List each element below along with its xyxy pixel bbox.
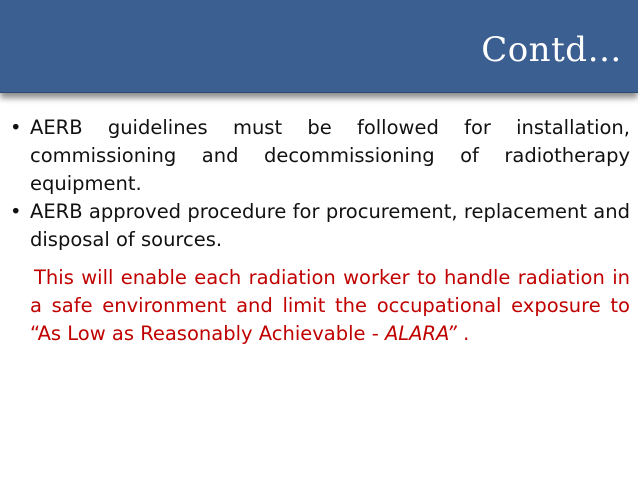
slide-content <box>10 114 630 348</box>
bullet-text: AERB guidelines must be followed for installation, commissioning and decommissioning of radiotherapy equipment. <box>30 116 630 195</box>
note-emphasis-text: ALARA” <box>384 322 457 345</box>
bullet-text: AERB approved procedure for procurement, replacement and disposal of sources. <box>30 200 630 251</box>
note-lead-text: This will enable each radiation worker to handle radiation in a safe environment and limit the occupational exposure to “As Low as Reasonably Achievable - <box>30 266 630 345</box>
bullet-item <box>10 198 630 254</box>
bullet-icon: • <box>10 116 22 139</box>
note-paragraph <box>10 264 630 348</box>
bullet-icon: • <box>10 200 22 223</box>
bullet-item <box>10 114 630 198</box>
bullet-list <box>10 114 630 254</box>
note-tail-text: . <box>456 322 470 345</box>
header-band <box>0 0 638 93</box>
slide-title: Contd… <box>481 30 622 70</box>
